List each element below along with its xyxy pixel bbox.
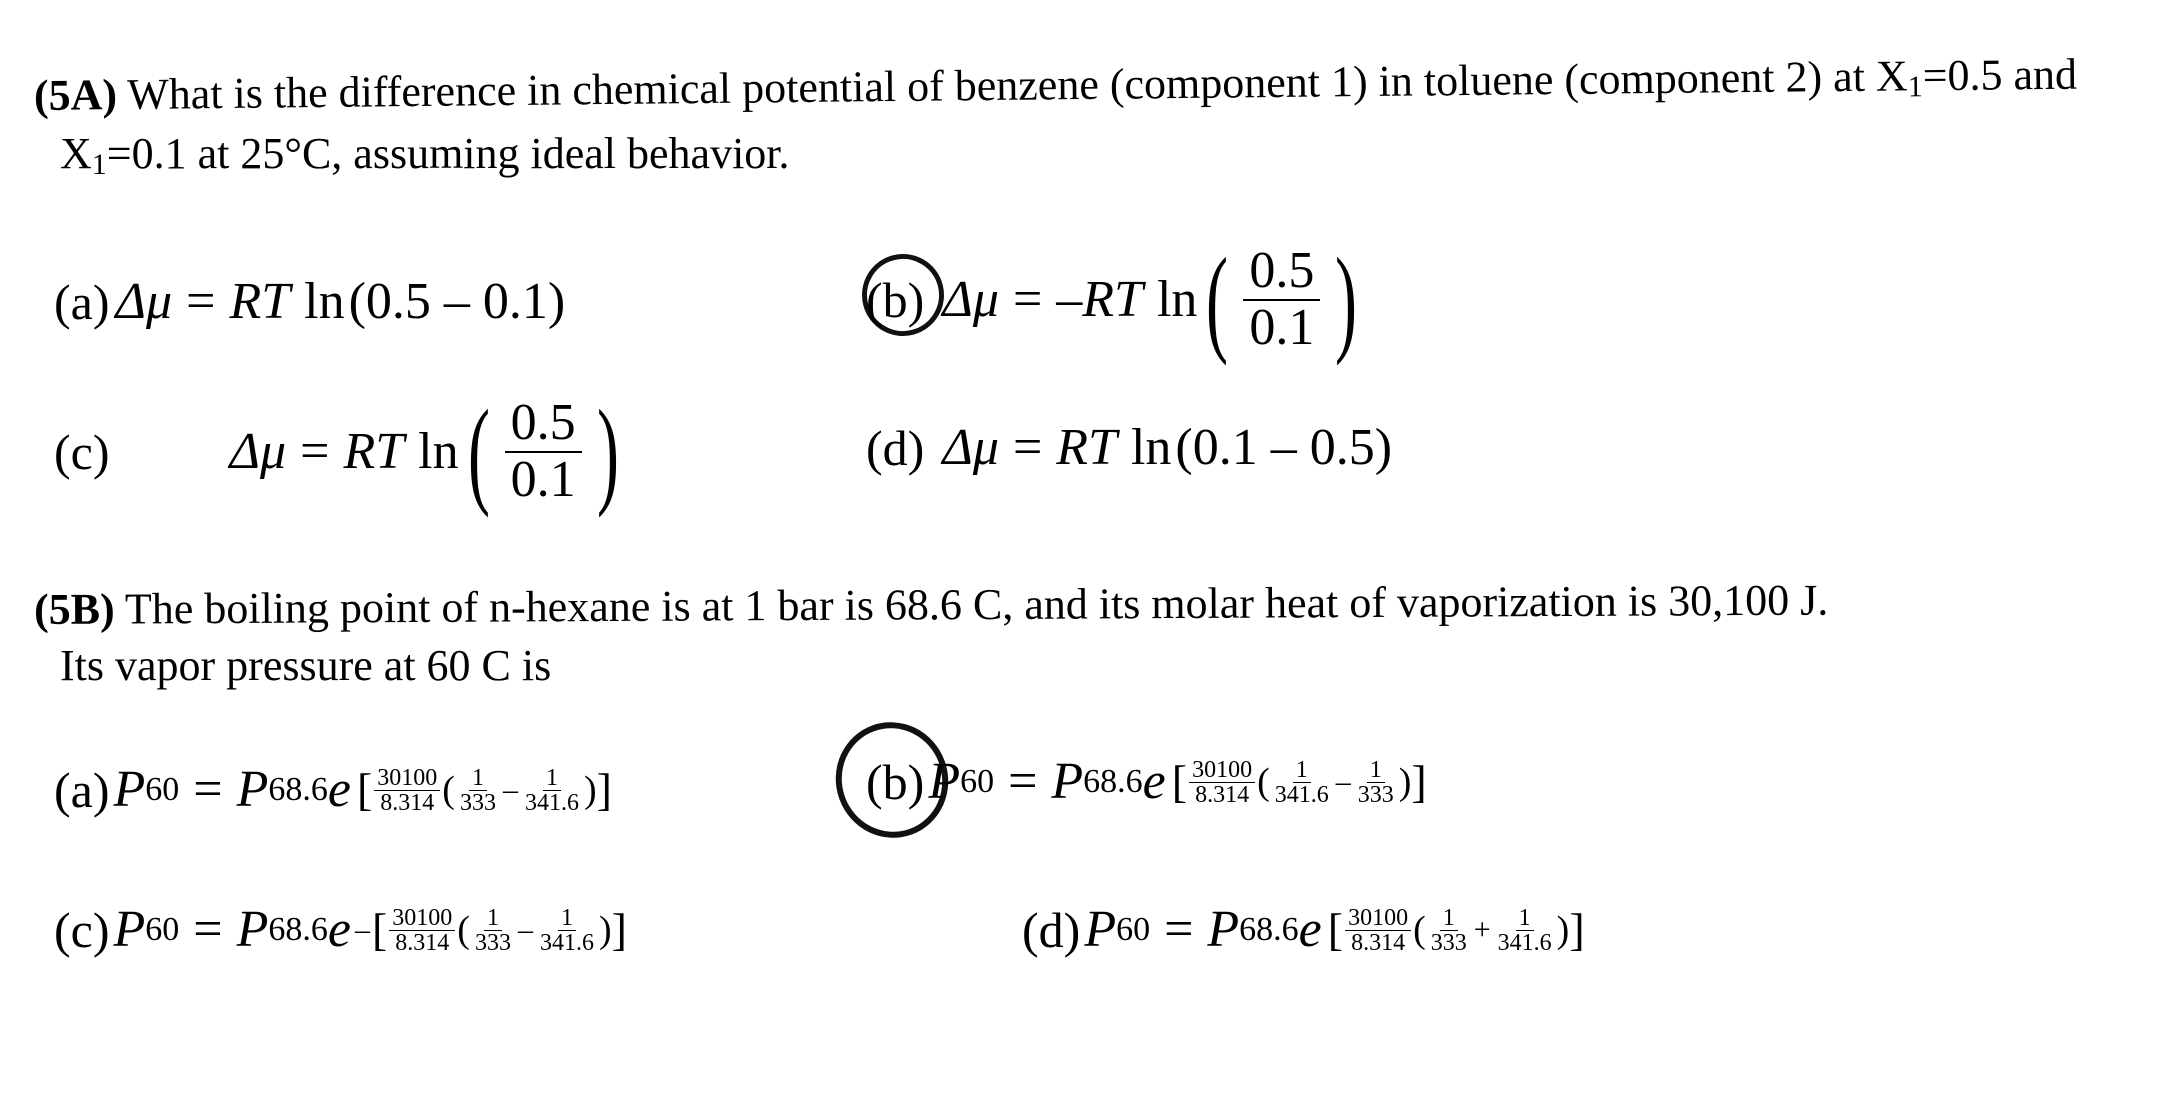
question-5b-number: (5B) xyxy=(33,584,115,634)
option-5a-a[interactable] xyxy=(54,272,565,332)
exp-denominator: 8.314 xyxy=(380,789,435,816)
exponent-sign: – xyxy=(354,913,370,946)
left-paren: ( xyxy=(1206,233,1229,366)
exp-numerator: 30100 xyxy=(1345,906,1411,931)
subscript: 1 xyxy=(1907,70,1923,104)
exp-denominator: 333 xyxy=(1430,929,1467,956)
exp-denominator: 8.314 xyxy=(395,929,450,956)
exponential-e: e xyxy=(327,901,351,958)
equals-sign: = xyxy=(186,273,216,330)
exp-denominator: 333 xyxy=(474,929,511,956)
pressure-subscript: 68.6 xyxy=(1239,911,1299,948)
exp-numerator: 30100 xyxy=(374,766,440,791)
pressure-subscript: 68.6 xyxy=(268,911,328,948)
exponential-e: e xyxy=(1142,753,1166,810)
question-5a-text2-end: =0.1 at 25°C, assuming ideal behavior. xyxy=(106,129,790,178)
ln-term: ln xyxy=(1156,271,1198,328)
question-5a-line1 xyxy=(34,49,2078,133)
option-5b-b[interactable] xyxy=(866,752,1427,812)
ln-term: ln xyxy=(1130,419,1172,476)
exp-operator: – xyxy=(502,773,518,806)
delta-mu: Δμ xyxy=(115,273,173,330)
exp-denominator: 341.6 xyxy=(524,789,579,816)
rt-term: RT xyxy=(1056,419,1117,476)
option-label: (c) xyxy=(54,902,110,958)
rt-term: RT xyxy=(229,273,291,330)
exp-numerator: 1 xyxy=(558,906,576,931)
option-label: (b) xyxy=(866,272,925,328)
option-label: (c) xyxy=(54,424,110,480)
rt-term: RT xyxy=(1082,271,1143,328)
ln-argument: (0.1 – 0.5) xyxy=(1175,419,1393,476)
exponent: [ $\frac{30100}{8.314}$ ( $\frac{1}{333}$ + $\frac{1}{341.6}$ ) ] xyxy=(1324,900,1585,960)
option-5b-c[interactable] xyxy=(54,900,627,960)
exp-denominator: 333 xyxy=(1357,781,1394,808)
pressure-subscript: 60 xyxy=(145,771,180,808)
fraction xyxy=(505,396,582,507)
option-label: (a) xyxy=(54,274,110,330)
pressure-symbol: P xyxy=(113,761,146,818)
exp-denominator: 341.6 xyxy=(1274,781,1329,808)
option-5a-b[interactable] xyxy=(866,233,1366,366)
exponent: [ $\frac{30100}{8.314}$ ( $\frac{1}{341.6}$ – $\frac{1}{333}$ ) ] xyxy=(1168,752,1427,812)
question-5b-line2 xyxy=(60,640,551,692)
equals-sign: = xyxy=(193,901,223,958)
denominator: 0.1 xyxy=(510,451,576,508)
pressure-symbol: P xyxy=(236,761,269,818)
question-5b-text2: Its vapor pressure at 60 C is xyxy=(60,641,552,690)
exp-numerator: 1 xyxy=(1293,758,1311,783)
option-label: (d) xyxy=(1022,902,1081,958)
exp-numerator: 1 xyxy=(469,766,487,791)
right-paren: ) xyxy=(1335,233,1358,366)
pressure-symbol: P xyxy=(1207,901,1240,958)
minus-sign: – xyxy=(1056,271,1083,328)
delta-mu: Δμ xyxy=(942,419,999,476)
numerator: 0.5 xyxy=(1243,244,1320,301)
left-paren: ( xyxy=(467,385,490,518)
pressure-subscript: 68.6 xyxy=(1083,763,1143,800)
exp-numerator: 1 xyxy=(543,766,561,791)
question-5a-text2-start: X xyxy=(60,129,92,178)
ln-argument: (0.5 – 0.1) xyxy=(348,273,566,330)
exponential-e: e xyxy=(327,761,351,818)
exp-numerator: 1 xyxy=(1440,906,1458,931)
exponent: [ $\frac{30100}{8.314}$ ( $\frac{1}{333}$ – $\frac{1}{341.6}$ ) ] xyxy=(353,760,612,820)
pressure-subscript: 60 xyxy=(1116,911,1151,948)
subscript: 1 xyxy=(91,148,107,181)
pressure-subscript: 68.6 xyxy=(268,771,328,808)
denominator: 0.1 xyxy=(1249,299,1315,356)
delta-mu: Δμ xyxy=(942,271,999,328)
question-5a-text: What is the difference in chemical potential of benzene (component 1) in toluene (component 2) at X xyxy=(126,51,1908,120)
question-5a-number: (5A) xyxy=(33,70,118,120)
numerator: 0.5 xyxy=(505,396,582,453)
pressure-symbol: P xyxy=(236,901,269,958)
exponential-e: e xyxy=(1298,901,1322,958)
equals-sign: = xyxy=(1164,901,1194,958)
exponent: – [ $\frac{30100}{8.314}$ ( $\frac{1}{333}$ – $\frac{1}{341.6}$ ) ] xyxy=(353,900,627,960)
exp-operator: + xyxy=(1473,913,1491,946)
exp-denominator: 333 xyxy=(459,789,496,816)
question-5a-text-end: =0.5 and xyxy=(1922,49,2078,101)
rt-term: RT xyxy=(343,423,405,480)
question-5b-text: The boiling point of n-hexane is at 1 bar is 68.6 C, and its molar heat of vaporization is 30,100 J. xyxy=(124,575,1829,634)
exp-numerator: 1 xyxy=(484,906,502,931)
equals-sign: = xyxy=(1012,271,1043,328)
exp-numerator: 1 xyxy=(1367,758,1385,783)
question-5a-line2 xyxy=(60,128,790,191)
right-paren: ) xyxy=(596,385,619,518)
ln-term: ln xyxy=(304,273,345,330)
exp-operator: – xyxy=(517,913,533,946)
equals-sign: = xyxy=(1008,753,1038,810)
option-5b-d[interactable] xyxy=(1022,900,1585,960)
pressure-symbol: P xyxy=(113,901,146,958)
option-5a-c[interactable] xyxy=(54,385,628,518)
exp-denominator: 341.6 xyxy=(539,929,594,956)
exp-denominator: 8.314 xyxy=(1195,781,1250,808)
exp-denominator: 8.314 xyxy=(1351,929,1406,956)
ln-term: ln xyxy=(418,423,459,480)
fraction xyxy=(1243,244,1320,355)
option-label: (a) xyxy=(54,762,110,818)
equals-sign: = xyxy=(300,423,330,480)
pressure-symbol: P xyxy=(928,753,961,810)
option-label: (b) xyxy=(866,754,925,810)
pressure-symbol: P xyxy=(1084,901,1117,958)
option-5b-a[interactable] xyxy=(54,760,612,820)
delta-mu: Δμ xyxy=(229,423,287,480)
option-label: (d) xyxy=(866,420,925,476)
exp-numerator: 1 xyxy=(1516,906,1534,931)
pressure-subscript: 60 xyxy=(145,911,180,948)
exp-numerator: 30100 xyxy=(1189,758,1255,783)
exp-denominator: 341.6 xyxy=(1497,929,1552,956)
exp-operator: – xyxy=(1335,765,1351,798)
equals-sign: = xyxy=(1012,419,1043,476)
equals-sign: = xyxy=(193,761,223,818)
question-5b-line1 xyxy=(34,575,1829,636)
option-5a-d[interactable] xyxy=(866,418,1392,478)
pressure-subscript: 60 xyxy=(960,763,995,800)
exp-numerator: 30100 xyxy=(389,906,455,931)
pressure-symbol: P xyxy=(1051,753,1084,810)
